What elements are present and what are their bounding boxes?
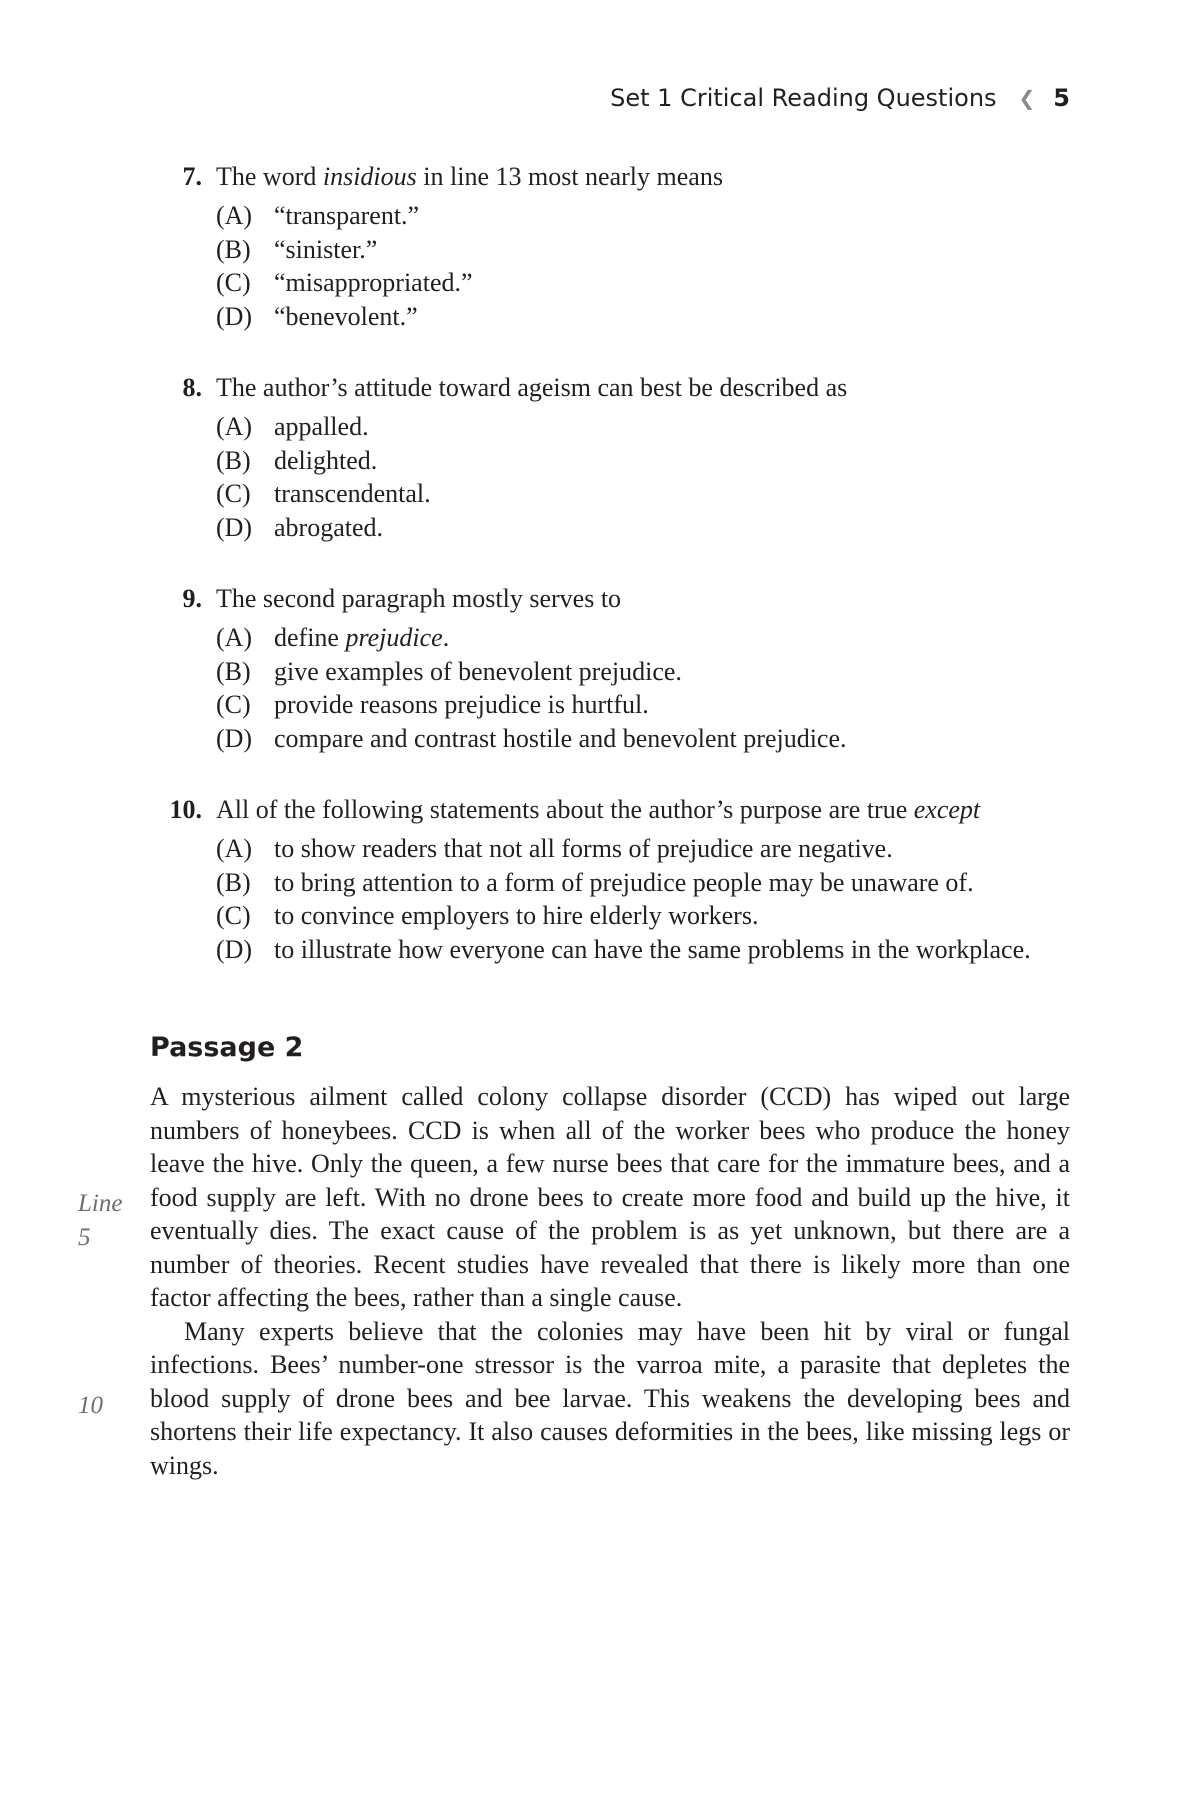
answer-option-b[interactable] bbox=[216, 655, 1070, 689]
option-text: “transparent.” bbox=[274, 201, 420, 230]
passage-paragraph-2: Many experts believe that the colonies may have been hit by viral or fungal infections. Bees’ number-one stressor is the varroa mite, a parasite that depletes the blood supply of drone bees and bee larvae. This weakens the developing bees and shortens their life expectancy. It also causes deformities in the bees, like missing legs or wings. bbox=[150, 1316, 1070, 1480]
option-text: to show readers that not all forms of prejudice are negative. bbox=[274, 834, 893, 863]
question-stem bbox=[150, 371, 1070, 404]
answer-option-c[interactable] bbox=[216, 266, 1070, 300]
answer-option-b[interactable] bbox=[216, 866, 1070, 900]
answer-options bbox=[216, 621, 1070, 755]
question-7 bbox=[150, 160, 1070, 333]
running-head bbox=[610, 84, 1070, 112]
passage-paragraph-1: A mysterious ailment called colony collapse disorder (CCD) has wiped out large numbers of honeybees. CCD is when all of the worker bees who produce the honey leave the hive. Only the queen, a few nurse bees that care for the immature bees, and a food supply are left. With no drone bees to create more food and build up the hive, it eventually dies. The exact cause of the problem is as yet unknown, but there are a number of theories. Recent studies have revealed that there is likely more than one factor affecting the bees, rather than a single cause. bbox=[150, 1082, 1070, 1312]
question-8 bbox=[150, 371, 1070, 544]
answer-option-d[interactable] bbox=[216, 511, 1070, 545]
answer-option-c[interactable] bbox=[216, 899, 1070, 933]
option-letter: (A) bbox=[216, 201, 253, 230]
option-letter: (C) bbox=[216, 690, 251, 719]
option-letter: (B) bbox=[216, 234, 251, 264]
option-text: to bring attention to a form of prejudice people may be unaware of. bbox=[274, 867, 974, 897]
line-number-5: 5 bbox=[78, 1224, 91, 1251]
question-stem bbox=[150, 160, 1070, 193]
option-text: to illustrate how everyone can have the same problems in the workplace. bbox=[274, 934, 1031, 964]
option-text: compare and contrast hostile and benevolent prejudice. bbox=[274, 723, 847, 753]
option-letter: (D) bbox=[216, 723, 253, 753]
answer-option-c[interactable] bbox=[216, 688, 1070, 722]
question-number: 8. bbox=[182, 373, 202, 402]
question-text bbox=[216, 160, 1070, 193]
option-letter: (D) bbox=[216, 512, 253, 542]
answer-option-c[interactable] bbox=[216, 477, 1070, 511]
question-text bbox=[216, 793, 1070, 826]
question-stem bbox=[150, 793, 1070, 826]
answer-options bbox=[216, 199, 1070, 333]
stem-text: All of the following statements about the author’s purpose are true bbox=[216, 795, 914, 824]
option-letter: (A) bbox=[216, 834, 253, 863]
option-text-part: define bbox=[274, 623, 346, 652]
option-text: abrogated. bbox=[274, 512, 384, 542]
chevron-left-icon: ❮ bbox=[1018, 86, 1036, 110]
stem-italic-word: insidious bbox=[322, 162, 417, 191]
page-number: 5 bbox=[1053, 84, 1070, 112]
passage-title: Passage 2 bbox=[150, 1032, 304, 1063]
answer-option-b[interactable] bbox=[216, 444, 1070, 478]
option-text: give examples of benevolent prejudice. bbox=[274, 656, 682, 686]
question-9 bbox=[150, 582, 1070, 755]
answer-option-b[interactable] bbox=[216, 233, 1070, 267]
option-text: transcendental. bbox=[274, 479, 431, 508]
option-text: to convince employers to hire elderly workers. bbox=[274, 901, 759, 930]
option-letter: (B) bbox=[216, 656, 251, 686]
option-text: “sinister.” bbox=[274, 234, 378, 264]
question-text: The second paragraph mostly serves to bbox=[216, 584, 622, 613]
answer-option-d[interactable] bbox=[216, 300, 1070, 334]
option-letter: (B) bbox=[216, 445, 251, 475]
option-italic-word: prejudice bbox=[345, 623, 443, 652]
answer-option-a[interactable] bbox=[216, 199, 1070, 233]
option-text: provide reasons prejudice is hurtful. bbox=[274, 690, 649, 719]
option-letter: (C) bbox=[216, 268, 251, 297]
passage-body bbox=[150, 1080, 1070, 1482]
question-list bbox=[150, 160, 1070, 1004]
stem-text: in line 13 most nearly means bbox=[416, 162, 723, 191]
line-label: Line bbox=[78, 1190, 123, 1217]
option-letter: (B) bbox=[216, 867, 251, 897]
option-text: appalled. bbox=[274, 412, 369, 441]
option-letter: (D) bbox=[216, 934, 253, 964]
option-text: “benevolent.” bbox=[274, 301, 418, 331]
answer-option-d[interactable] bbox=[216, 933, 1070, 967]
option-letter: (C) bbox=[216, 479, 251, 508]
answer-options bbox=[216, 410, 1070, 544]
answer-option-a[interactable] bbox=[216, 410, 1070, 444]
question-number: 10. bbox=[169, 795, 202, 824]
option-text-part: . bbox=[442, 623, 450, 652]
option-letter: (C) bbox=[216, 901, 251, 930]
answer-option-a[interactable] bbox=[216, 832, 1070, 866]
question-stem bbox=[150, 582, 1070, 615]
answer-options bbox=[216, 832, 1070, 966]
stem-text: The word bbox=[216, 162, 323, 191]
question-number: 9. bbox=[182, 584, 202, 613]
option-letter: (A) bbox=[216, 412, 253, 441]
option-text bbox=[274, 621, 1070, 655]
answer-option-d[interactable] bbox=[216, 722, 1070, 756]
answer-option-a[interactable] bbox=[216, 621, 1070, 655]
option-text: “misappropriated.” bbox=[274, 268, 473, 297]
option-letter: (D) bbox=[216, 301, 253, 331]
running-head-title: Set 1 Critical Reading Questions bbox=[610, 84, 997, 112]
option-letter: (A) bbox=[216, 623, 253, 652]
question-number: 7. bbox=[182, 162, 202, 191]
stem-italic-word: except bbox=[913, 795, 981, 824]
question-text: The author’s attitude toward ageism can best be described as bbox=[216, 373, 848, 402]
question-10 bbox=[150, 793, 1070, 966]
option-text: delighted. bbox=[274, 445, 378, 475]
line-number-10: 10 bbox=[78, 1392, 103, 1419]
